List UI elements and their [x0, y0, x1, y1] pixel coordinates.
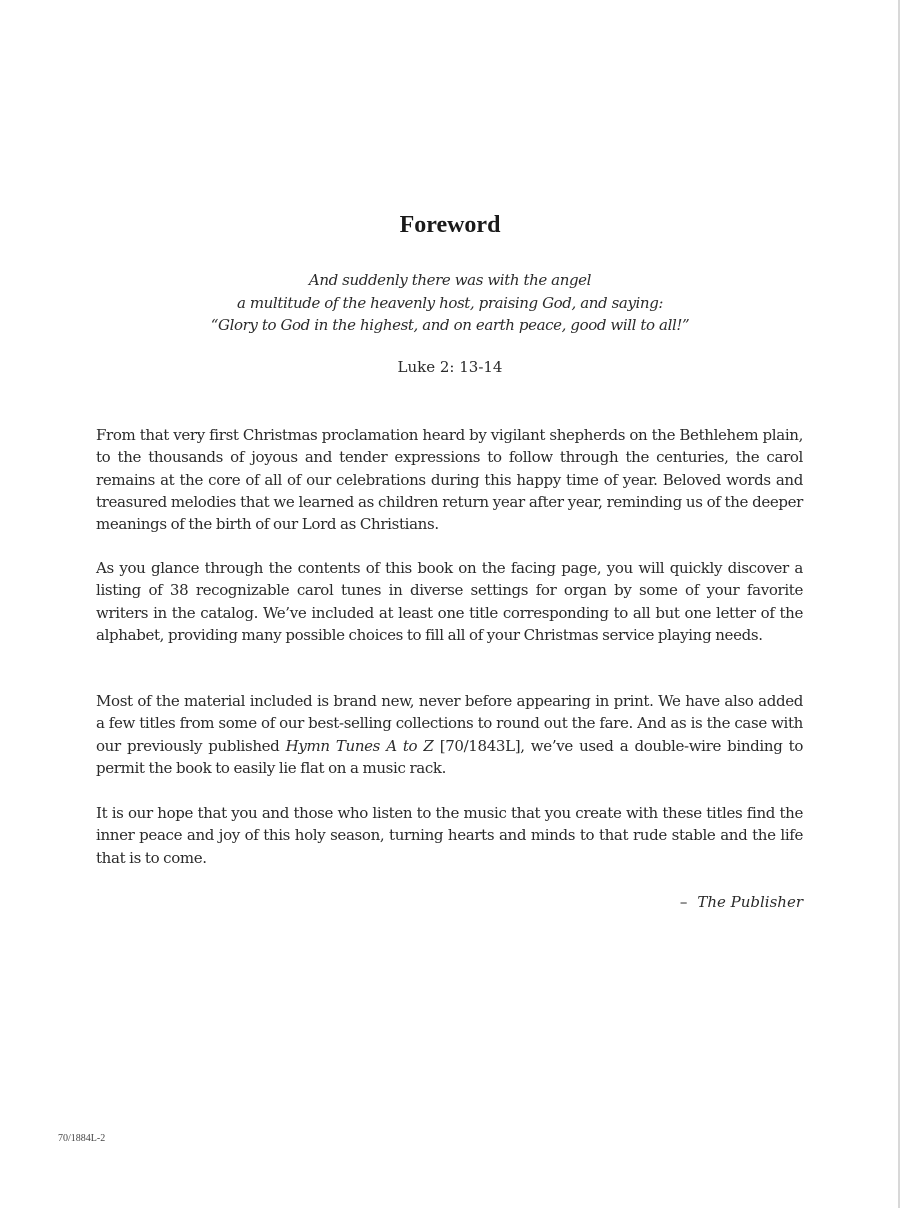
epigraph [0, 269, 900, 337]
epigraph-line: a multitude of the heavenly host, praising God, and saying: [236, 293, 664, 312]
page-code: 70/1884L-2 [58, 1133, 106, 1144]
paragraph-3 [96, 690, 803, 779]
epigraph-line: “Glory to God in the highest, and on earth peace, good will to all!” [210, 316, 690, 334]
signature-dash: – [679, 893, 688, 911]
book-title-reference: Hymn Tunes A to Z [285, 736, 434, 755]
paragraph-3-text-after: [70/1843L], we’ve used a double-wire binding to permit the book to easily lie flat on a music rack. [96, 736, 803, 777]
epigraph-citation: Luke 2: 13-14 [397, 358, 503, 376]
paragraph-4: It is our hope that you and those who listen to the music that you create with these titles find the inner peace and joy of this holy season, turning hearts and minds to that rude stable and the life that is to come. [96, 804, 803, 867]
paragraph-1: From that very first Christmas proclamation heard by vigilant shepherds on the Bethlehem plain, to the thousands of joyous and tender expressions to follow through the centuries, the carol remains at the core of all of our celebrations during this happy time of year. Beloved words and treasured melodies that we learned as children return year after year, reminding us of the deeper meanings of the birth of our Lord as Christians. [96, 426, 803, 534]
page-title: Foreword [399, 212, 501, 238]
signature-name: The Publisher [697, 893, 803, 911]
paragraph-3-text-before: Most of the material included is brand new, never before appearing in print. We have also added a few titles from some of our best-selling collections to round out the fare. And as is the case with our previously published [96, 692, 803, 755]
signature [96, 891, 803, 913]
epigraph-line: And suddenly there was with the angel [308, 271, 592, 289]
paragraph-2: As you glance through the contents of this book on the facing page, you will quickly discover a listing of 38 recognizable carol tunes in diverse settings for organ by some of your favorite writers in the catalog. We’ve included at least one title corresponding to all but one letter of the alphabet, providing many possible choices to fill all of your Christmas service playing needs. [96, 559, 803, 644]
